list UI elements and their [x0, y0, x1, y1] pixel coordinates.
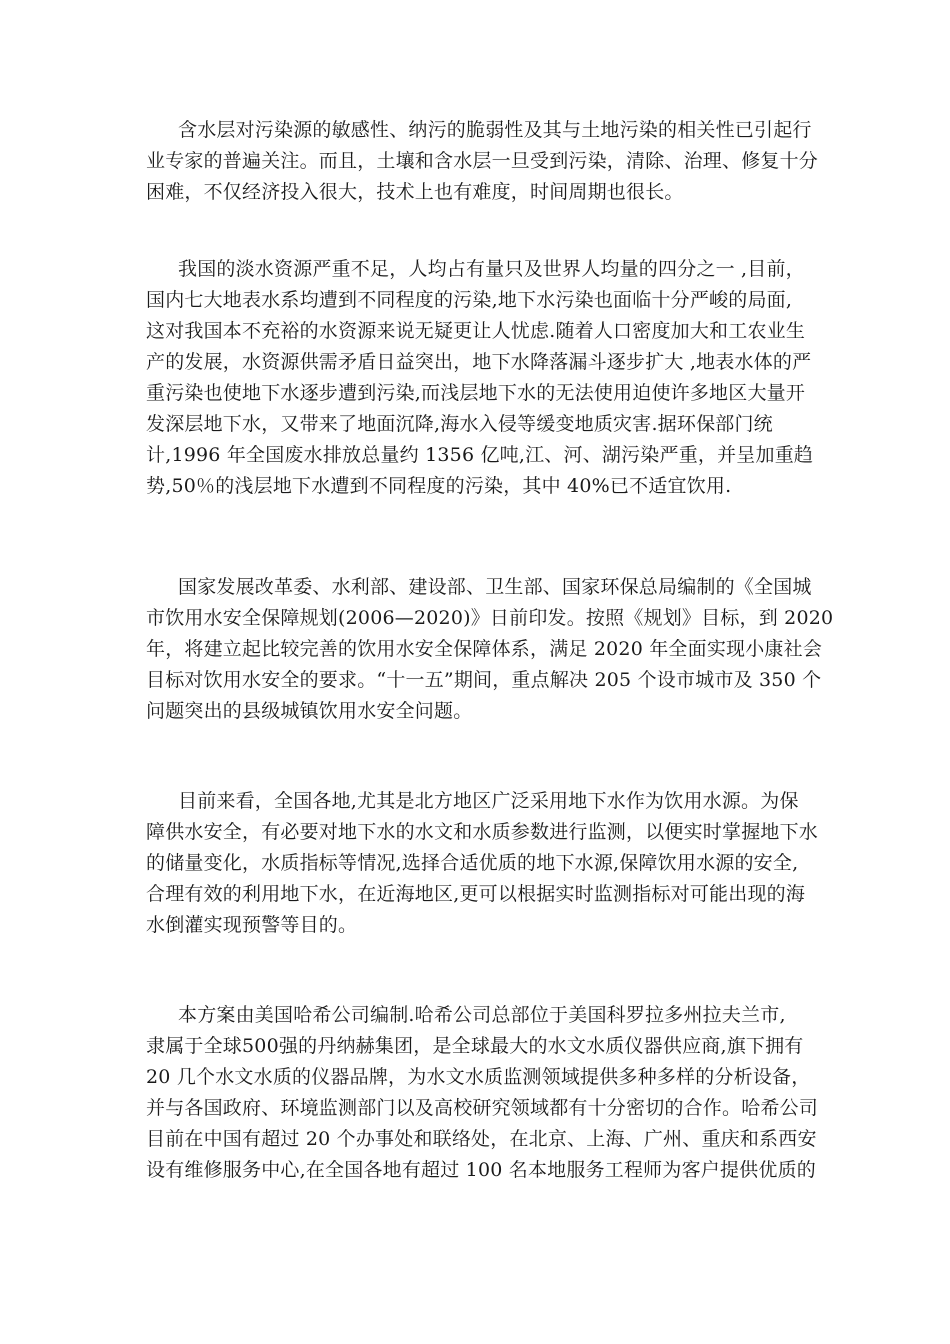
paragraph-line: 目标对饮用水安全的要求。“十一五”期间，重点解决 205 个设市城市及 350 个	[146, 669, 822, 691]
paragraph-aquifer-sensitivity	[146, 115, 818, 208]
paragraph-line: 目前来看，全国各地,尤其是北方地区广泛采用地下水作为饮用水源。为保	[178, 790, 799, 812]
paragraph-water-shortage	[146, 254, 813, 502]
paragraph-line: 产的发展，水资源供需矛盾日益突出，地下水降落漏斗逐步扩大 ,地表水体的严	[146, 351, 812, 373]
paragraph-line: 困难，不仅经济投入很大，技术上也有难度，时间周期也很长。	[146, 181, 684, 203]
paragraph-groundwater-monitoring	[146, 786, 818, 941]
paragraph-line: 本方案由美国哈希公司编制.哈希公司总部位于美国科罗拉多州拉夫兰市,	[178, 1004, 786, 1026]
paragraph-line: 势,50％的浅层地下水遭到不同程度的污染，其中 40%已不适宜饮用.	[146, 475, 732, 497]
paragraph-line: 年，将建立起比较完善的饮用水安全保障体系，满足 2020 年全面实现小康社会	[146, 638, 823, 660]
paragraph-safety-plan	[146, 572, 833, 727]
paragraph-line: 并与各国政府、环境监测部门以及高校研究领域都有十分密切的合作。哈希公司	[146, 1097, 819, 1119]
paragraph-line: 障供水安全，有必要对地下水的水文和水质参数进行监测，以便实时掌握地下水	[146, 821, 819, 843]
paragraph-line: 隶属于全球500强的丹纳赫集团，是全球最大的水文水质仪器供应商,旗下拥有	[146, 1035, 804, 1057]
paragraph-line: 我国的淡水资源严重不足，人均占有量只及世界人均量的四分之一 ,目前，	[178, 258, 805, 280]
paragraph-line: 目前在中国有超过 20 个办事处和联络处，在北京、上海、广州、重庆和系西安	[146, 1128, 817, 1150]
paragraph-line: 设有维修服务中心,在全国各地有超过 100 名本地服务工程师为客户提供优质的	[146, 1159, 816, 1181]
paragraph-line: 发深层地下水，又带来了地面沉降,海水入侵等缓变地质灾害.据环保部门统	[146, 413, 773, 435]
paragraph-line: 国家发展改革委、水利部、建设部、卫生部、国家环保总局编制的《全国城	[178, 576, 812, 598]
paragraph-line: 重污染也使地下水逐步遭到污染,而浅层地下水的无法使用迫使许多地区大量开	[146, 382, 806, 404]
paragraph-line: 国内七大地表水系均遭到不同程度的污染,地下水污染也面临十分严峻的局面,	[146, 289, 793, 311]
paragraph-line: 20 几个水文水质的仪器品牌，为水文水质监测领域提供多种多样的分析设备，	[146, 1066, 811, 1088]
paragraph-line: 问题突出的县级城镇饮用水安全问题。	[146, 700, 473, 722]
paragraph-line: 这对我国本不充裕的水资源来说无疑更让人忧虑.随着人口密度加大和工农业生	[146, 320, 806, 342]
paragraph-hach-company	[146, 1000, 818, 1186]
paragraph-line: 业专家的普遍关注。而且，土壤和含水层一旦受到污染，清除、治理、修复十分	[146, 150, 819, 172]
paragraph-line: 市饮用水安全保障规划(2006—2020)》日前印发。按照《规划》目标，到 2020	[146, 607, 834, 629]
paragraph-line: 计,1996 年全国废水排放总量约 1356 亿吨,江、河、湖污染严重，并呈加重趋	[146, 444, 814, 466]
paragraph-line: 含水层对污染源的敏感性、纳污的脆弱性及其与土地污染的相关性已引起行	[178, 119, 812, 141]
paragraph-line: 的储量变化，水质指标等情况,选择合适优质的地下水源,保障饮用水源的安全,	[146, 852, 799, 874]
paragraph-line: 合理有效的利用地下水，在近海地区,更可以根据实时监测指标对可能出现的海	[146, 883, 806, 905]
paragraph-line: 水倒灌实现预警等目的。	[146, 914, 358, 936]
